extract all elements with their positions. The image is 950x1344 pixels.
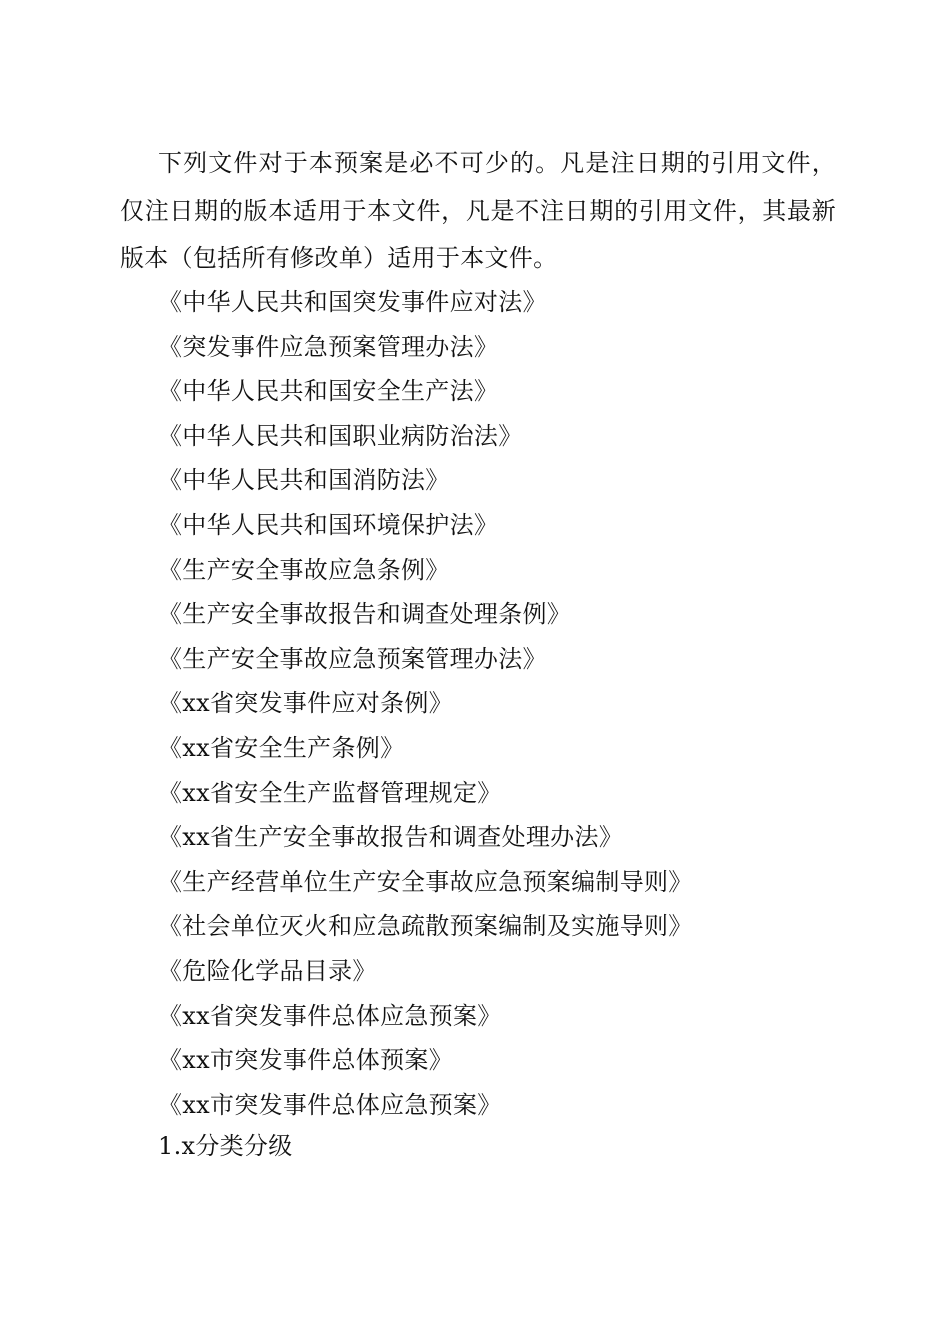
section-heading: 1.x分类分级 [158,1132,293,1160]
reference-item: 《xx市突发事件总体预案》 [158,1046,453,1075]
reference-item: 《中华人民共和国消防法》 [158,466,450,495]
reference-list [158,280,838,1127]
reference-item: 《生产经营单位生产安全事故应急预案编制导则》 [158,867,693,896]
reference-item: 《生产安全事故应急预案管理办法》 [158,644,547,673]
reference-item: 《xx市突发事件总体应急预案》 [158,1090,502,1119]
reference-item: 《危险化学品目录》 [158,956,377,985]
reference-item: 《中华人民共和国突发事件应对法》 [158,288,547,316]
reference-item: 《社会单位灭火和应急疏散预案编制及实施导则》 [158,912,693,941]
intro-paragraph: 下列文件对于本预案是必不可少的。凡是注日期的引用文件，仅注日期的版本适用于本文件，凡是不注日期的引用文件，其最新版本（包括所有修改单）适用于本文件。 [120,149,836,272]
reference-item: 《xx省安全生产监督管理规定》 [158,778,502,807]
reference-item: 《生产安全事故应急条例》 [158,555,450,584]
reference-item: 《生产安全事故报告和调查处理条例》 [158,600,572,629]
reference-item: 《xx省安全生产条例》 [158,733,405,762]
reference-item: 《xx省突发事件应对条例》 [158,689,453,718]
reference-item: 《中华人民共和国环境保护法》 [158,510,499,539]
reference-item: 《中华人民共和国安全生产法》 [158,377,499,406]
reference-item: 《xx省突发事件总体应急预案》 [158,1001,502,1030]
reference-item: 《xx省生产安全事故报告和调查处理办法》 [158,823,624,852]
reference-item: 《中华人民共和国职业病防治法》 [158,421,523,450]
reference-item: 《突发事件应急预案管理办法》 [158,332,499,361]
